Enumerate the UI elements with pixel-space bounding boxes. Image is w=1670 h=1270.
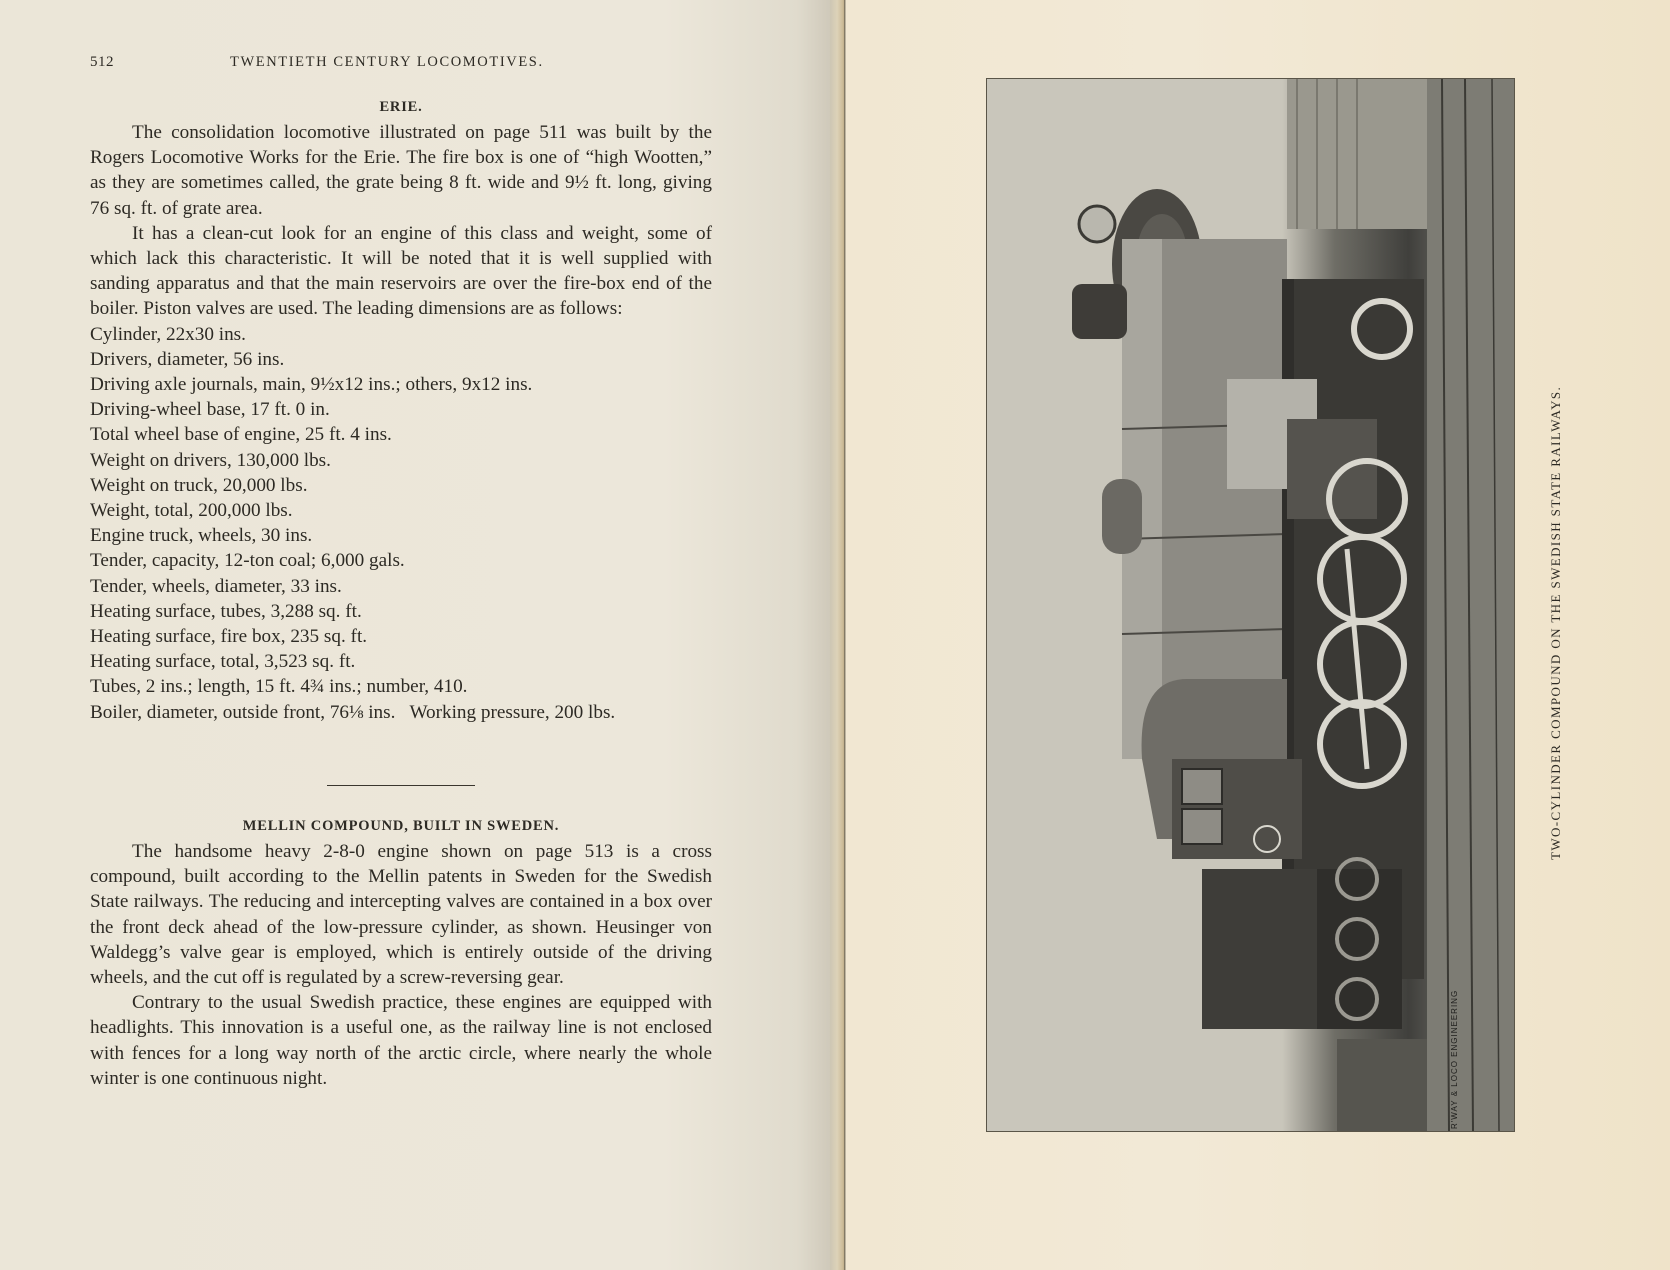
paragraph: The consolidation locomotive illustrated on page 511 was built by the Rogers Locomotive Works for the Erie. The fire box is one of “high Wootten,” as they are sometimes called, the grate being 8 ft. wide and 9½ ft. long, giving 76 sq. ft. of grate area. — [90, 122, 712, 219]
spec-item: Heating surface, tubes, 3,288 sq. ft. — [90, 600, 362, 622]
spec-item: Weight on drivers, 130,000 lbs. — [90, 449, 331, 471]
running-title: TWENTIETH CENTURY LOCOMOTIVES. — [230, 54, 544, 70]
running-head — [90, 54, 720, 78]
spec-item: Cylinder, 22x30 ins. — [90, 323, 246, 345]
spec-item: Drivers, diameter, 56 ins. — [90, 348, 285, 370]
paragraph: It has a clean-cut look for an engine of this class and weight, some of which lack this characteristic. It will be noted that it is well supplied with sanding apparatus and that the main reservoirs are over the fire-box end of the boiler. Piston valves are used. The leading dimensions are as follows: — [90, 222, 712, 320]
section-heading: MELLIN COMPOUND, BUILT IN SWEDEN. — [242, 818, 560, 834]
left-page — [0, 0, 830, 1270]
section-divider — [327, 785, 475, 786]
spec-item: Heating surface, fire box, 235 sq. ft. — [90, 626, 368, 648]
spec-item: Tender, wheels, diameter, 33 ins. — [90, 575, 342, 597]
spec-item: Tubes, 2 ins.; length, 15 ft. 4¾ ins.; number, 410. — [90, 676, 468, 698]
book-gutter — [830, 0, 846, 1270]
spec-item: Engine truck, wheels, 30 ins. — [90, 525, 313, 547]
locomotive-photo — [986, 78, 1515, 1132]
figure-caption: TWO-CYLINDER COMPOUND ON THE SWEDISH STATE RAILWAYS. — [1548, 385, 1563, 860]
locomotive-illustration — [987, 79, 1514, 1131]
spec-item: Driving axle journals, main, 9½x12 ins.; others, 9x12 ins. — [90, 374, 533, 396]
spec-item: Boiler, diameter, outside front, 76⅛ ins. Working pressure, 200 lbs. — [90, 701, 616, 723]
section-mellin-compound — [90, 815, 712, 1091]
paragraph: Contrary to the usual Swedish practice, these engines are equipped with headlights. This innovation is a useful one, as the railway line is not enclosed with fences for a long way north of the arctic circle, where nearly the whole winter is one continuous night. — [90, 992, 712, 1089]
spec-item: Total wheel base of engine, 25 ft. 4 ins. — [90, 424, 392, 446]
specification-list — [90, 322, 712, 725]
page-number: 512 — [90, 54, 114, 70]
paragraph: The handsome heavy 2-8-0 engine shown on page 513 is a cross compound, built according to the Mellin patents in Sweden for the Swedish State railways. The reducing and intercepting valves are contained in a box over the front deck ahead of the low-pressure cylinder, as shown. Heusinger von Waldegg’s valve gear is employed, which is entirely outside of the driving wheels, and the cut off is regulated by a screw-reversing gear. — [90, 841, 712, 989]
photo-credit: R'WAY & LOCO ENGINEERING — [1450, 989, 1459, 1129]
spec-item: Tender, capacity, 12-ton coal; 6,000 gals. — [90, 550, 405, 572]
section-erie — [90, 96, 712, 725]
spec-item: Weight on truck, 20,000 lbs. — [90, 474, 308, 496]
spec-item: Weight, total, 200,000 lbs. — [90, 500, 293, 522]
spec-item: Driving-wheel base, 17 ft. 0 in. — [90, 399, 330, 421]
section-heading: ERIE. — [379, 99, 423, 115]
spec-item: Heating surface, total, 3,523 sq. ft. — [90, 651, 356, 673]
